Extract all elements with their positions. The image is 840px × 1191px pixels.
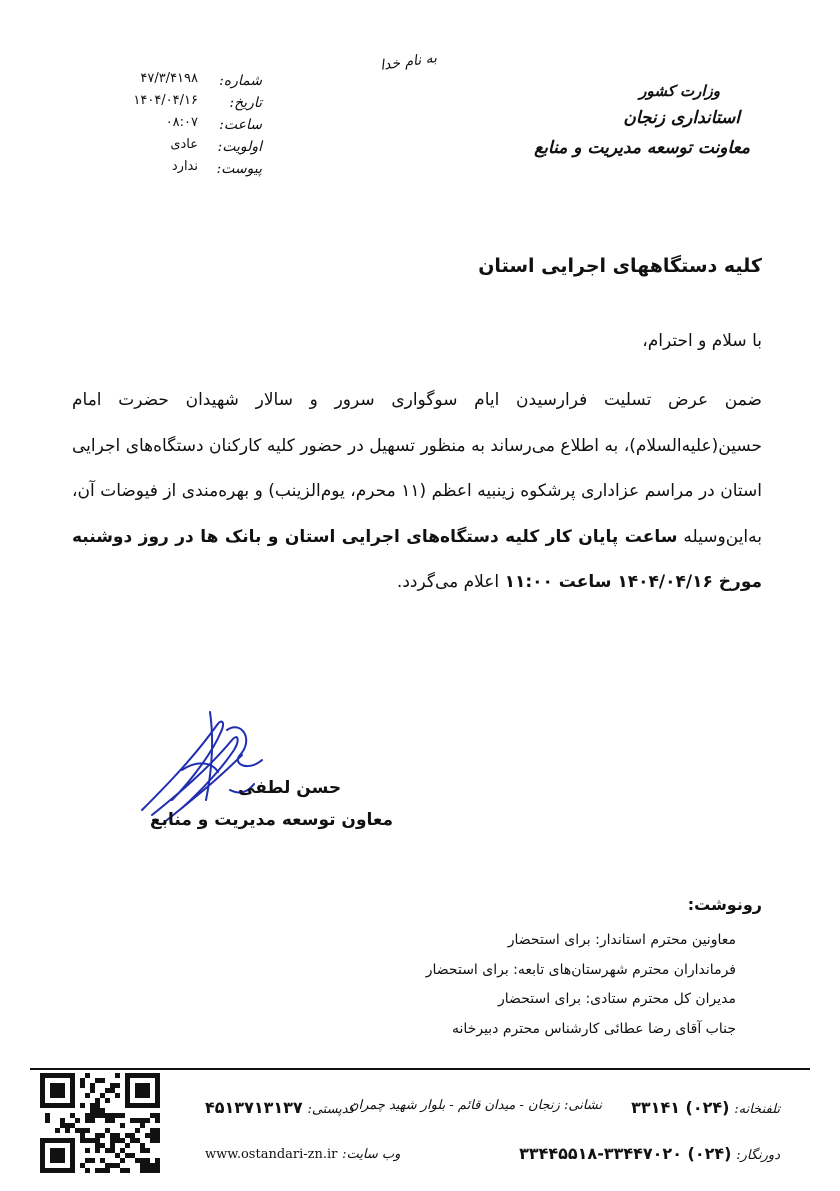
body-text-bold: ساعت پایان کار کلیه دستگاه‌های اجرایی استان و بانک ها در روز دوشنبه مورخ ۱۴۰۴/۰۴/۱۶ ساعت ۱۱:۰۰ [72, 526, 762, 592]
website-label: وب سایت: [342, 1147, 401, 1162]
letter-body [72, 378, 762, 606]
postal-value: ۴۵۱۳۷۱۳۱۳۷ [205, 1098, 303, 1117]
phone-value: (۰۲۴) ۳۳۱۴۱ [631, 1098, 730, 1117]
phone-label: تلفنخانه: [734, 1102, 780, 1117]
priority-label: اولویت: [217, 139, 262, 155]
postal-info [205, 1098, 355, 1117]
greeting: با سلام و احترام، [642, 331, 762, 351]
address-info [349, 1098, 602, 1113]
department-name: معاونت توسعه مدیریت و منابع [534, 138, 750, 158]
letter-meta-values [110, 68, 198, 178]
fax-info [519, 1144, 780, 1163]
cc-list [426, 926, 736, 1044]
phone-info [631, 1098, 780, 1117]
date-label: تاریخ: [229, 95, 262, 111]
fax-label: دورنگار: [736, 1148, 780, 1163]
address-label: نشانی: [563, 1098, 602, 1113]
fax-value: (۰۲۴) ۳۳۴۴۷۰۲۰-۳۳۴۴۵۵۱۸ [519, 1144, 732, 1163]
cc-item: جناب آقای رضا عطائی کارشناس محترم دبیرخانه [452, 1020, 736, 1037]
address-value: زنجان - میدان قائم - بلوار شهید چمران [348, 1098, 560, 1113]
body-text-end: اعلام می‌گردد. [396, 572, 500, 592]
bismillah-heading: به نام خدا [379, 50, 438, 74]
date-value: ۱۴۰۴/۰۴/۱۶ [133, 93, 198, 108]
cc-item: معاونین محترم استاندار: برای استحضار [507, 932, 736, 948]
signer-title: معاون توسعه مدیریت و منابع [150, 810, 394, 830]
cc-heading: رونوشت: [687, 895, 762, 914]
time-value: ۰۸:۰۷ [165, 115, 198, 130]
body-text-normal: ضمن عرض تسلیت فرارسیدن ایام سوگواری سرور و سالار شهیدان حضرت امام حسین(علیه‌السلام)، به اطلاع می‌رساند به منظور تسهیل در حضور کلیه کارکنان دستگاه‌های اجرایی استان در مراسم عزاداری پرشکوه زینبیه اعظم (۱۱ محرم، یوم‌الزینب) و بهره‌مندی از فیوضات آن، به‌این‌وسیله [72, 390, 762, 547]
letter-meta-labels [202, 70, 262, 180]
qr-code [40, 1073, 160, 1173]
cc-item: فرمانداران محترم شهرستان‌های تابعه: برای استحضار [425, 961, 736, 978]
attachment-value: ندارد [171, 159, 198, 174]
time-label: ساعت: [219, 117, 262, 133]
organization-header [534, 82, 750, 158]
priority-value: عادی [170, 137, 198, 152]
recipient-heading: کلیه دستگاههای اجرایی استان [478, 255, 762, 277]
number-value: ۴۷/۳/۴۱۹۸ [140, 71, 198, 86]
ministry-name: وزارت کشور [639, 82, 720, 100]
number-label: شماره: [219, 73, 262, 89]
cc-item: مدیران کل محترم ستادی: برای استحضار [498, 991, 736, 1007]
website-info [205, 1144, 400, 1162]
attachment-label: پیوست: [216, 161, 262, 177]
footer-divider [30, 1068, 810, 1070]
signer-name: حسن لطفی [238, 778, 342, 798]
governorate-name: استانداری زنجان [623, 108, 740, 128]
postal-label: کدپستی: [307, 1102, 355, 1117]
website-link[interactable]: www.ostandari-zn.ir [205, 1147, 338, 1162]
